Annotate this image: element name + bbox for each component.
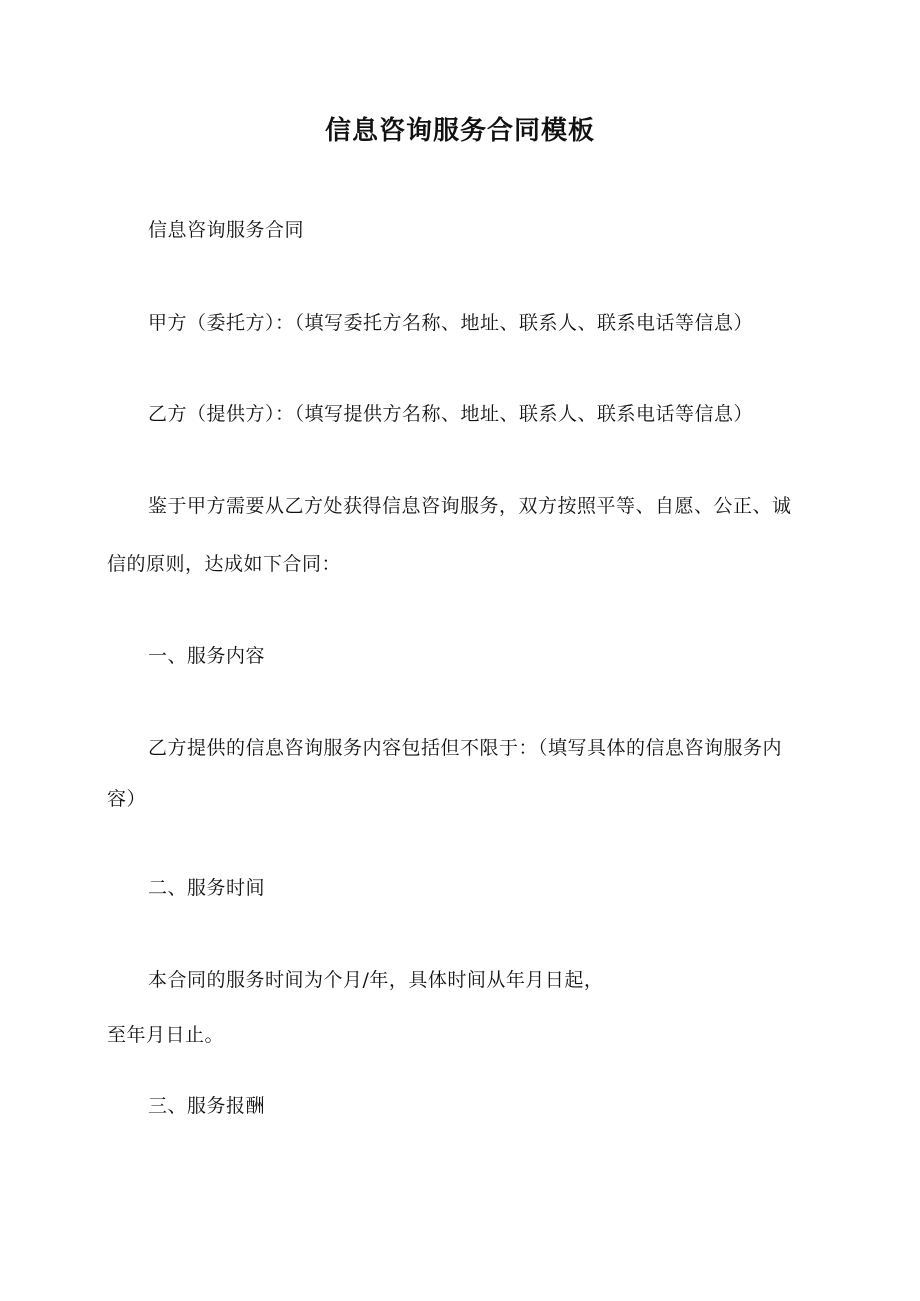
section-1-title: 一、服务内容 xyxy=(148,645,266,667)
section-2-title: 二、服务时间 xyxy=(148,877,266,899)
section-1-body-line-2: 容） xyxy=(107,788,147,810)
section-1-body-line-1: 乙方提供的信息咨询服务内容包括但不限于：（填写具体的信息咨询服务内 xyxy=(148,737,783,759)
section-3-title: 三、服务报酬 xyxy=(148,1095,266,1117)
contract-heading: 信息咨询服务合同 xyxy=(148,219,305,241)
preamble-line-2: 信的原则，达成如下合同： xyxy=(107,553,342,575)
section-2-body-line-2: 至年月日止。 xyxy=(107,1024,225,1046)
party-a-line: 甲方（委托方）：（填写委托方名称、地址、联系人、联系电话等信息） xyxy=(148,312,754,334)
section-2-body-line-1: 本合同的服务时间为个月/年，具体时间从年月日起， xyxy=(148,969,604,991)
document-title: 信息咨询服务合同模板 xyxy=(324,116,595,146)
party-b-line: 乙方（提供方）：（填写提供方名称、地址、联系人、联系电话等信息） xyxy=(148,403,754,425)
preamble-line-1: 鉴于甲方需要从乙方处获得信息咨询服务，双方按照平等、自愿、公正、诚 xyxy=(148,495,792,517)
